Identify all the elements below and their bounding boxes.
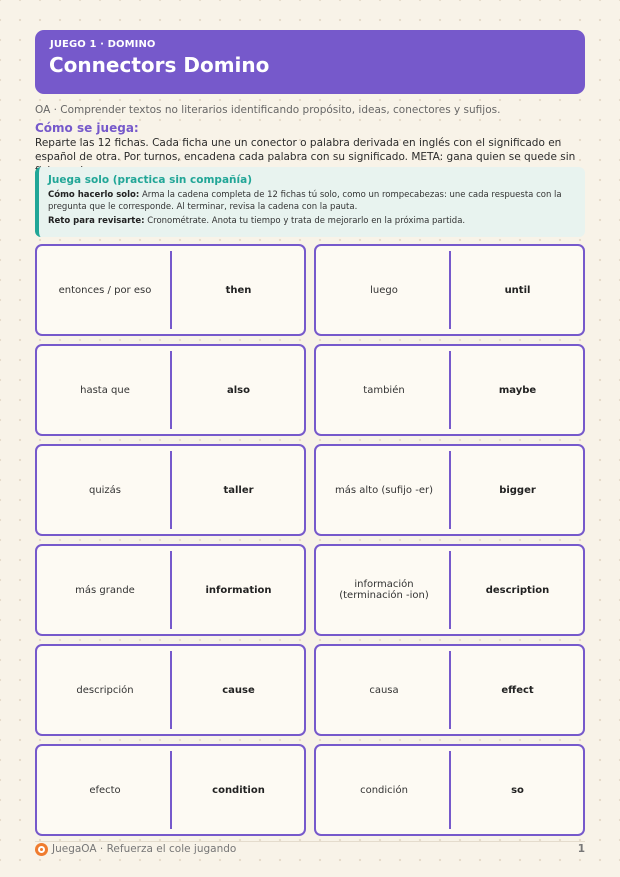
solo-how-label: Cómo hacerlo solo: [48, 190, 140, 200]
domino-tile[interactable] [314, 644, 585, 736]
tile-divider [170, 351, 172, 429]
domino-tile[interactable] [35, 644, 306, 736]
tile-divider [449, 351, 451, 429]
page-title: Connectors Domino [49, 53, 270, 77]
domino-tile[interactable] [35, 444, 306, 536]
tile-divider [170, 651, 172, 729]
tile-spanish-meaning: también [363, 384, 405, 396]
tile-english-word: until [504, 284, 531, 296]
domino-tile[interactable] [35, 244, 306, 336]
domino-tile[interactable] [314, 244, 585, 336]
footer-brand: JuegaOA · Refuerza el cole jugando [52, 843, 237, 855]
tile-spanish-meaning: más alto (sufijo -er) [335, 484, 433, 496]
tile-english-word: effect [501, 684, 534, 696]
tile-spanish-meaning: quizás [88, 484, 122, 496]
footer-divider [35, 841, 585, 842]
solo-challenge-text: Cronométrate. Anota tu tiempo y trata de mejorarlo en la próxima partida. [144, 216, 466, 226]
how-to-play-text: Reparte las 12 fichas. Cada ficha une un conector o palabra derivada en inglés con el significado en español de otra. Por turnos, encadena cada palabra con su significado. META: gana quien se quede sin [35, 137, 576, 163]
domino-tile[interactable] [314, 344, 585, 436]
game-kicker: JUEGO 1 · DOMINO [50, 39, 156, 50]
tile-english-word: so [511, 784, 524, 796]
tile-spanish-meaning: entonces / por eso [58, 284, 152, 296]
tile-divider [170, 251, 172, 329]
domino-tile[interactable] [35, 744, 306, 836]
solo-how-text: Arma la cadena completa de 12 fichas tú solo, como un rompecabezas: une cada respuesta con la pregunta que le corresponde. Al terminar, revisa la cadena con la pauta. [48, 190, 562, 212]
solo-play-title: Juega solo (practica sin compañía) [48, 174, 252, 186]
tile-divider [170, 751, 172, 829]
page-header [35, 30, 585, 94]
tile-divider [449, 751, 451, 829]
tile-english-word: then [225, 284, 252, 296]
tile-spanish-meaning: luego [370, 284, 398, 296]
tile-english-word: condition [212, 784, 265, 796]
how-to-play-title: Cómo se juega: [35, 121, 139, 135]
tile-spanish-meaning: causa [369, 684, 399, 696]
domino-tile[interactable] [314, 744, 585, 836]
tile-spanish-meaning: más grande [75, 584, 135, 596]
tile-spanish-meaning: condición [360, 784, 408, 796]
solo-challenge-label: Reto para revisarte: [48, 216, 145, 226]
tile-english-word: also [227, 384, 250, 396]
tile-english-word: taller [223, 484, 254, 496]
solo-how-paragraph [48, 189, 575, 213]
tile-divider [449, 251, 451, 329]
solo-challenge-paragraph [48, 215, 575, 227]
tile-english-word: description [485, 584, 550, 596]
tile-divider [449, 451, 451, 529]
tile-english-word: cause [222, 684, 255, 696]
tile-divider [170, 451, 172, 529]
domino-tile[interactable] [35, 344, 306, 436]
domino-tile[interactable] [314, 444, 585, 536]
tile-spanish-meaning: efecto [89, 784, 121, 796]
tile-spanish-meaning: descripción [76, 684, 134, 696]
tile-divider [170, 551, 172, 629]
page-number: 1 [577, 843, 585, 855]
domino-tile[interactable] [314, 544, 585, 636]
domino-tile[interactable] [35, 544, 306, 636]
learning-objective: OA · Comprender textos no literarios identificando propósito, ideas, conectores y sufijos. [35, 104, 501, 116]
target-icon [35, 843, 48, 856]
tile-spanish-meaning: información (terminación -ion) [339, 579, 429, 601]
domino-grid [35, 244, 585, 836]
tile-english-word: information [205, 584, 272, 596]
solo-play-box [35, 167, 585, 237]
tile-english-word: bigger [499, 484, 536, 496]
tile-divider [449, 651, 451, 729]
tile-spanish-meaning: hasta que [80, 384, 130, 396]
tile-divider [449, 551, 451, 629]
tile-english-word: maybe [498, 384, 537, 396]
